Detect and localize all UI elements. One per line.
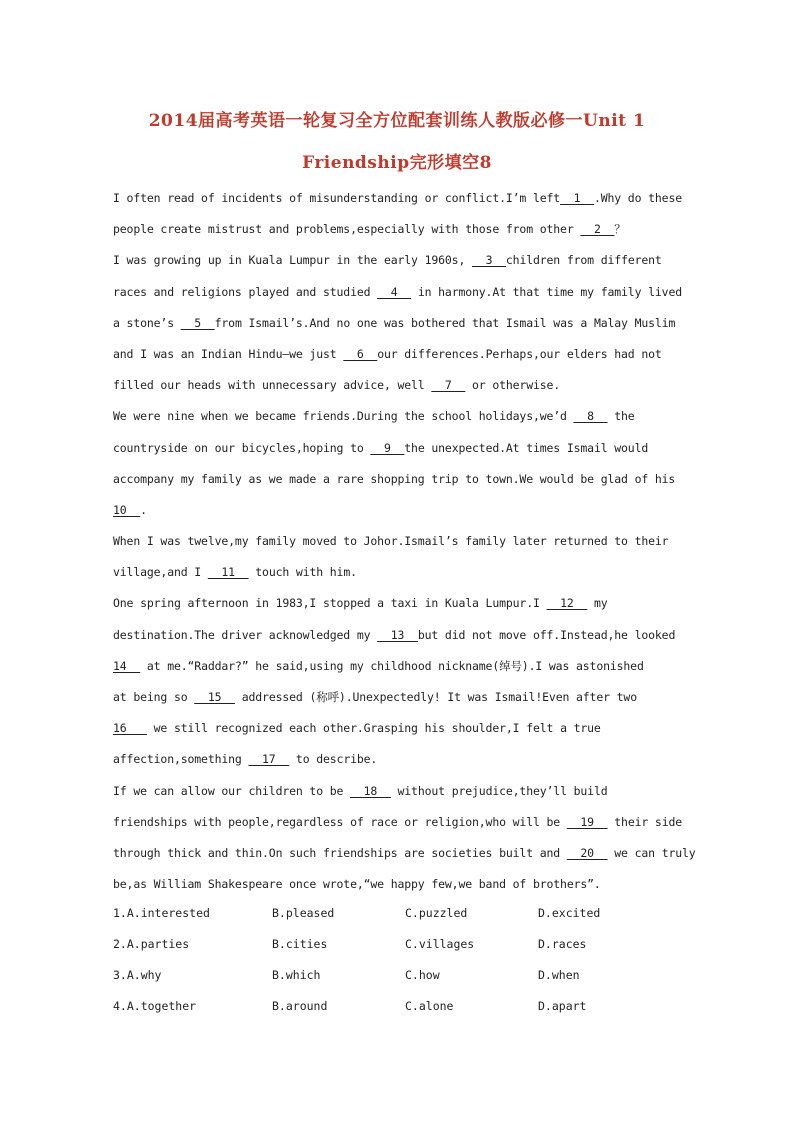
option-b: B.around	[272, 999, 328, 1013]
passage-line: friendships with people,regardless of race or religion,who will be __19__ their side	[113, 814, 683, 829]
blank-15: __15__	[194, 690, 235, 704]
passage-line: destination.The driver acknowledged my __13__but did not move off.Instead,he looked	[113, 627, 676, 642]
passage-line: We were nine when we became friends.During the school holidays,we’d __8__ the	[113, 409, 635, 424]
option-d: D.when	[538, 968, 580, 982]
blank-16: 16___	[113, 721, 147, 736]
blank-5: __5__	[180, 315, 215, 330]
option-d: D.excited	[538, 906, 601, 920]
blank-9: __9__	[370, 440, 405, 455]
blank-17: __17__	[248, 752, 290, 767]
passage-line: One spring afternoon in 1983,I stopped a taxi in Kuala Lumpur.I __12__ my	[113, 596, 608, 611]
option-a: 2.A.parties	[113, 937, 190, 951]
option-d: D.races	[538, 937, 587, 951]
passage-line: 16___ we still recognized each other.Grasping his shoulder,I felt a true	[113, 721, 601, 736]
passage-line: filled our heads with unnecessary advice, well __7__ or otherwise.	[113, 378, 561, 393]
blank-19: __19__	[566, 814, 608, 829]
passage-line: When I was twelve,my family moved to Johor.Ismail’s family later returned to their	[113, 534, 669, 549]
option-c: C.how	[405, 968, 440, 982]
passage-line: 14__ at me.“Raddar?” he said,using my childhood nickname(绰号).I was astonished	[113, 658, 644, 673]
passage-line: I was growing up in Kuala Lumpur in the early 1960s, __3__children from different	[113, 253, 662, 268]
blank-2: __2__	[580, 222, 615, 237]
passage-line: affection,something __17__ to describe.	[113, 752, 378, 767]
passage-line: 10__.	[113, 502, 147, 517]
blank-12: __12__	[546, 596, 588, 611]
blank-13: __13__	[377, 627, 418, 642]
document-title-line-1: 2014届高考英语一轮复习全方位配套训练人教版必修一Unit 1	[148, 111, 646, 131]
answer-options	[113, 898, 681, 1022]
passage-line: and I was an Indian Hindu—we just __6__our differences.Perhaps,our elders had not	[113, 346, 662, 361]
option-a: 4.A.together	[113, 999, 197, 1013]
passage-line: countryside on our bicycles,hoping to __9__the unexpected.At times Ismail would	[113, 440, 649, 455]
passage-line: accompany my family as we made a rare shopping trip to town.We would be glad of his	[113, 471, 676, 486]
passage-line: a stone’s __5__from Ismail’s.And no one was bothered that Ismail was a Malay Muslim	[113, 315, 676, 330]
blank-10: 10__	[113, 502, 141, 517]
option-c: C.alone	[405, 999, 454, 1013]
option-a: 3.A.why	[113, 968, 162, 982]
cloze-passage	[113, 183, 696, 900]
option-b: B.cities	[272, 937, 328, 951]
blank-4: __4__	[377, 284, 412, 299]
passage-line: village,and I __11__ touch with him.	[113, 565, 357, 580]
blank-8: __8__	[573, 409, 608, 424]
passage-line: If we can allow our children to be __18__ without prejudice,they’ll build	[113, 783, 608, 798]
blank-3: __3__	[472, 253, 506, 268]
blank-1: __1__	[560, 191, 594, 205]
option-row	[113, 991, 681, 1022]
option-d: D.apart	[538, 999, 587, 1013]
passage-line: be,as William Shakespeare once wrote,“we happy few,we band of brothers”.	[113, 877, 601, 892]
option-c: C.villages	[405, 937, 475, 951]
option-b: B.pleased	[272, 906, 335, 920]
blank-7: __7__	[431, 378, 466, 393]
passage-line: races and religions played and studied __4__ in harmony.At that time my family lived	[113, 284, 682, 299]
option-row	[113, 960, 681, 991]
blank-6: __6__	[343, 346, 378, 361]
option-row	[113, 898, 681, 929]
blank-11: __11__	[207, 565, 249, 580]
blank-14: 14__	[113, 658, 141, 673]
document-title-line-2: Friendship完形填空8	[302, 153, 492, 173]
blank-20: __20__	[566, 845, 608, 860]
option-row	[113, 929, 681, 960]
option-b: B.which	[272, 968, 321, 982]
passage-line: I often read of incidents of misunderstanding or conflict.I’m left__1__.Why do these	[113, 191, 682, 205]
passage-line: at being so __15__ addressed (称呼).Unexpectedly! It was Ismail!Even after two	[113, 690, 637, 704]
option-c: C.puzzled	[405, 906, 468, 920]
option-a: 1.A.interested	[113, 906, 210, 920]
passage-line: through thick and thin.On such friendships are societies built and __20__ we can truly	[113, 845, 696, 860]
blank-18: __18__	[350, 783, 391, 798]
passage-line: people create mistrust and problems,especially with those from other __2__？	[113, 222, 626, 237]
